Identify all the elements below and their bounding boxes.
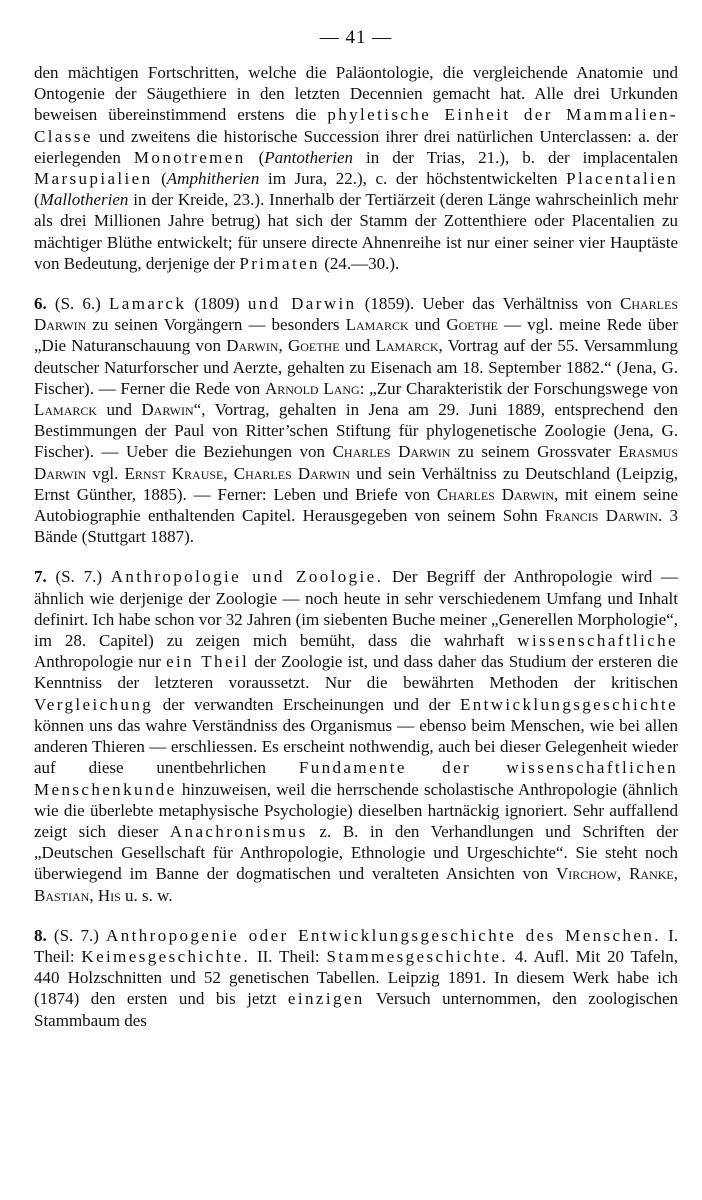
text-run: in der Kreide, 23.). Innerhalb der Tertiärzeit (deren Länge wahrscheinlich mehr als drei Millionen Jahre betrug) hat sich der Stamm der Zottenthiere oder Placentalien zu mächtiger Blüthe entwickelt; für unsere directe Ahnenreihe ist nur einer seiner vier Hauptäste von Bedeutung, derjenige der <box>34 190 678 273</box>
note-7-text <box>34 566 678 905</box>
text-run: und <box>339 336 376 356</box>
emphasis-spaced: Stammesgeschichte. <box>326 946 508 966</box>
paragraph-continuation <box>34 62 678 274</box>
name-smallcaps: Goethe <box>446 315 498 335</box>
text-run: ( <box>152 169 167 189</box>
text-run: (24.—30.). <box>319 253 400 273</box>
text-run: (1859). Ueber das Verhältniss von <box>356 294 620 314</box>
text-run: den mächtigen Fortschritten, welche die Paläontologie, die vergleichende Anatomie und Ontogenie der Säugethiere in den letzten Decennien gemacht hat. Alle drei Urkunden beweisen übereinstimmend erstens die <box>34 63 678 125</box>
text-run: können uns das wahre Verständniss des Organismus — ebenso beim Menschen, wie bei allen anderen Thieren — erschliessen. Es erscheint nothwendig, auch bei dieser Gelegenheit wieder auf diese unentbehrlichen <box>34 715 678 778</box>
text-run: , Vortrag auf der 55. Versammlung deutscher Naturforscher und Aerzte, gehalten zu Eisenach am 18. September 1882.“ (Jena, G. Fischer). — Ferner die Rede von <box>34 336 679 398</box>
text-run: ( <box>245 147 265 167</box>
name-smallcaps: Virchow, Ranke, Bastian, His <box>34 864 678 905</box>
emphasis-italic: Mallotherien <box>39 190 129 210</box>
name-smallcaps: Darwin, Goethe <box>226 336 340 356</box>
emphasis-spaced: Monotremen <box>133 147 246 167</box>
note-number: 8. <box>34 925 47 945</box>
text-run: z. B. in den Verhandlungen und Schriften der „Deutschen Gesellschaft für Anthropologie, Ethnologie und Urgeschichte“. Sie steht noch überwiegend im Banne der dogmatischen und veralteten Ansichten von <box>34 821 679 884</box>
note-8 <box>34 925 678 1031</box>
emphasis-spaced: Placentalien <box>566 169 678 189</box>
emphasis-spaced: ein Theil <box>166 652 250 672</box>
emphasis-spaced: Keimesgeschichte. <box>81 946 251 966</box>
text-run: (S. 7.) <box>46 567 111 587</box>
name-smallcaps: Lamarck <box>345 315 409 335</box>
emphasis-spaced: Lamarck <box>109 294 187 314</box>
text-run: — vgl. meine Rede über „Die Naturanschauung von <box>34 315 679 356</box>
text-run: (S. 6.) <box>46 294 110 314</box>
name-smallcaps: Charles Darwin <box>332 442 451 462</box>
emphasis-italic: Pantotherien <box>264 147 354 167</box>
emphasis-spaced: Vergleichung <box>34 694 154 714</box>
name-smallcaps: Francis Darwin. <box>545 506 663 526</box>
text-run: II. Theil: <box>250 946 327 966</box>
name-smallcaps: Arnold Lang <box>264 378 360 398</box>
emphasis-spaced: Entwicklungsgeschichte <box>459 694 678 714</box>
page-number: — 41 — <box>319 27 393 48</box>
name-smallcaps: Charles Darwin <box>436 484 555 504</box>
emphasis-spaced: Fundamente der wissenschaftlichen Menschenkunde <box>34 758 678 799</box>
name-smallcaps: Ernst Krause, Charles Darwin <box>124 463 351 483</box>
text-run: der Zoologie ist, und dass daher das Studium der ersteren die Kenntniss der letzteren voraussetzt. Nur die bewährten Methoden der kritischen <box>34 652 678 693</box>
text-run: der verwandten Erscheinungen und der <box>153 694 460 714</box>
text-run: (1809) <box>186 294 248 314</box>
text-run: und sein Verhältniss zu Deutschland (Leipzig, Ernst Günther, 1885). — Ferner: Leben und Briefe von <box>34 463 678 504</box>
text-run: ( <box>34 190 40 210</box>
text-run: , mit einem seine Autobiographie enthaltenden Capitel. Herausgegeben von seinem Sohn <box>34 484 678 526</box>
emphasis-spaced: phyletische Einheit der Mammalien-Classe <box>34 105 678 146</box>
name-smallcaps: Lamarck <box>34 400 98 420</box>
text-run: I. Theil: <box>34 925 678 966</box>
emphasis-spaced: einzigen <box>287 989 365 1009</box>
name-smallcaps: Darwin <box>141 400 194 420</box>
emphasis-spaced: Anthropogenie oder Entwicklungsgeschichte des Menschen. <box>106 925 661 945</box>
note-number: 6. <box>34 294 47 314</box>
text-run: und <box>97 400 142 420</box>
emphasis-italic: Amphitherien <box>166 169 260 189</box>
text-run: und zweitens die historische Succession ihrer drei natürlichen Unterclassen: a. der eierlegenden <box>34 126 678 167</box>
text-run: 3 Bände (Stuttgart 1887). <box>34 506 678 547</box>
text-run: 4. Aufl. Mit 20 Tafeln, 440 Holzschnitten und 52 genetischen Tabellen. Leipzig 1891. In diesem Werk habe ich (1874) den ersten und bis jetzt <box>34 946 678 1009</box>
emphasis-spaced: Primaten <box>239 253 320 273</box>
name-smallcaps: Charles Darwin <box>34 294 679 335</box>
text-run: hinzuweisen, weil die herrschende scholastische Anthropologie (ähnlich wie die überlebte metaphysische Psychologie) dieselben hartnäckig ignoriert. Sehr auffallend zeigt sich dieser <box>34 779 678 841</box>
emphasis-spaced: wissenschaftliche <box>517 631 678 651</box>
note-6 <box>34 293 678 547</box>
note-number: 7. <box>34 567 47 587</box>
text-run: und <box>408 315 447 335</box>
text-run: zu seinem Grossvater <box>450 442 619 462</box>
text-run: : „Zur Charakteristik der Forschungswege von <box>359 378 678 398</box>
text-run: Anthropologie nur <box>34 652 167 672</box>
text-run: Versuch unternommen, den zoologischen Stammbaum des <box>34 989 678 1030</box>
emphasis-spaced: und Darwin <box>247 294 357 314</box>
note-8-text <box>34 925 678 1031</box>
text-run: zu seinen Vorgängern — besonders <box>86 315 346 335</box>
name-smallcaps: Lamarck <box>375 336 439 356</box>
text-run: “, Vortrag, gehalten in Jena am 29. Juni 1889, entsprechend den Bestimmungen der Paul von Ritter’schen Stiftung für phylogenetische Zoologie (Jena, G. Fischer). — Ueber die Beziehungen von <box>34 400 679 462</box>
text-run: vgl. <box>86 463 125 483</box>
text-run: Der Begriff der Anthropologie wird — ähnlich wie derjenige der Zoologie — noch heute in sehr verschiedenem Umfang und Inhalt definirt. Ich habe schon vor 32 Jahren (im siebenten Buche meiner „Generellen Morphologie“, im 28. Capitel) zu zeigen mich bemüht, dass die wahrhaft <box>34 567 678 651</box>
text-run: in der Trias, 21.), b. der implacentalen <box>353 147 678 167</box>
emphasis-spaced: Marsupialien <box>34 169 153 189</box>
name-smallcaps: Erasmus Darwin <box>34 442 678 483</box>
text-run: im Jura, 22.), c. der höchstentwickelten <box>259 169 567 189</box>
note-7 <box>34 566 678 905</box>
text-run: (S. 7.) <box>46 925 107 945</box>
emphasis-spaced: Anthropologie und Zoologie. <box>110 567 384 587</box>
note-6-text <box>34 293 678 547</box>
emphasis-spaced: Anachronismus <box>169 821 308 841</box>
text-run: u. s. w. <box>120 885 173 905</box>
